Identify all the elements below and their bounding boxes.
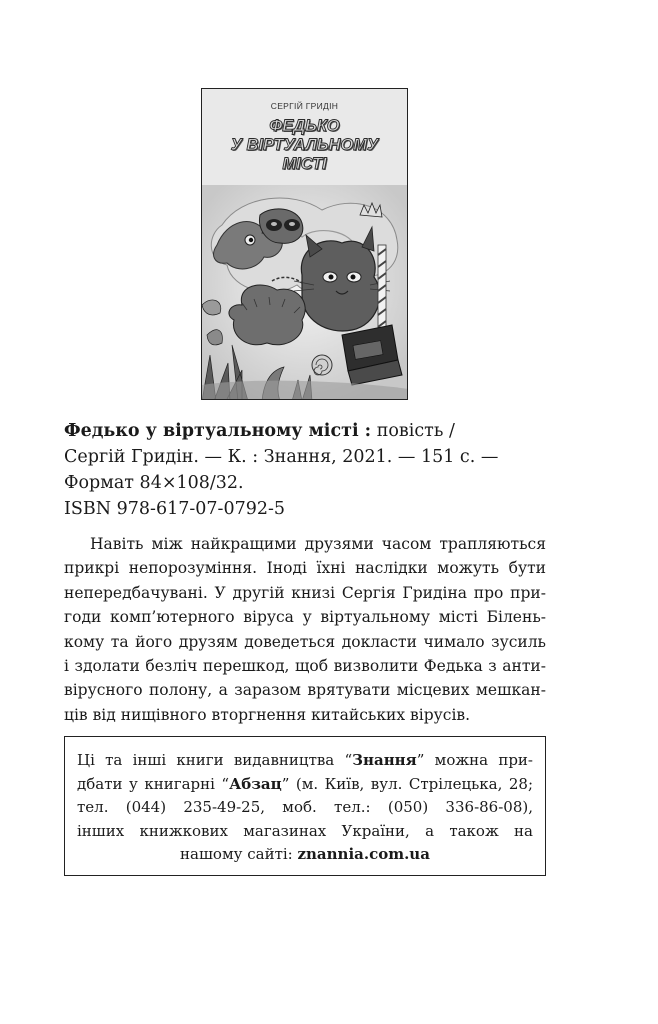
info-text: ” (м. Київ, вул. Стрілецька, 28; (281, 774, 533, 793)
book-title: Федько у віртуальному місті : (64, 421, 372, 441)
info-text: дбати у книгарні “ (77, 774, 230, 793)
annotation-line: Навіть між найкращими друзями часом трапляються (90, 535, 546, 553)
info-text: нашому сайті: (180, 845, 298, 863)
website-link[interactable]: znannia.com.ua (297, 845, 430, 863)
cover-title-line: У ВІРТУАЛЬНОМУ (230, 136, 379, 154)
info-line (77, 773, 533, 797)
bookstore-name: Абзац (229, 774, 282, 793)
annotation-line: годи комп’ютерного віруса у віртуальному місті Білень- (64, 608, 546, 627)
info-text: Ці та інші книги видавництва “ (77, 751, 353, 769)
cover-title (202, 117, 407, 174)
bib-line-1 (64, 418, 554, 444)
annotation-line: прикрі непорозуміння. Іноді їхні наслідки можуть бути (64, 559, 546, 578)
cover-illustration (202, 185, 408, 400)
publisher-name: Знання (352, 751, 417, 769)
cover-author: СЕРГІЙ ГРИДІН (270, 101, 339, 111)
cover-title-line: МІСТІ (282, 155, 327, 173)
annotation-line: і здолати безліч перешкод, щоб визволити Федька з анти- (64, 657, 546, 676)
book-genre: повість / (371, 421, 455, 441)
bibliographic-record (64, 418, 554, 522)
annotation-line: ців від нищівного вторгнення китайських вірусів. (64, 705, 471, 724)
info-line-website (77, 843, 533, 867)
bib-line-format: Формат 84×108/32. (64, 473, 244, 493)
publisher-info-box (64, 736, 546, 876)
bib-line-2: Сергій Гридін. — К. : Знання, 2021. — 151 с. — (64, 447, 499, 467)
info-line: інших книжкових магазинах України, а також на (77, 821, 533, 840)
info-line (77, 749, 533, 773)
bib-line-isbn: ISBN 978-617-07-0792-5 (64, 499, 286, 519)
annotation-line: непередбачувані. У другій книзі Сергія Гридіна про при- (64, 583, 546, 602)
annotation-paragraph (64, 532, 546, 727)
annotation-line: кому та його друзям доведеться докласти чимало зусиль (64, 632, 546, 651)
info-line-phones: тел. (044) 235-49-25, моб. тел.: (050) 336-86-08), (77, 798, 533, 816)
annotation-line: вірусного полону, а заразом врятувати місцевих мешкан- (64, 681, 546, 700)
cover-title-line: ФЕДЬКО (269, 117, 340, 135)
info-text: ” можна при- (416, 751, 533, 769)
book-cover (201, 88, 408, 400)
